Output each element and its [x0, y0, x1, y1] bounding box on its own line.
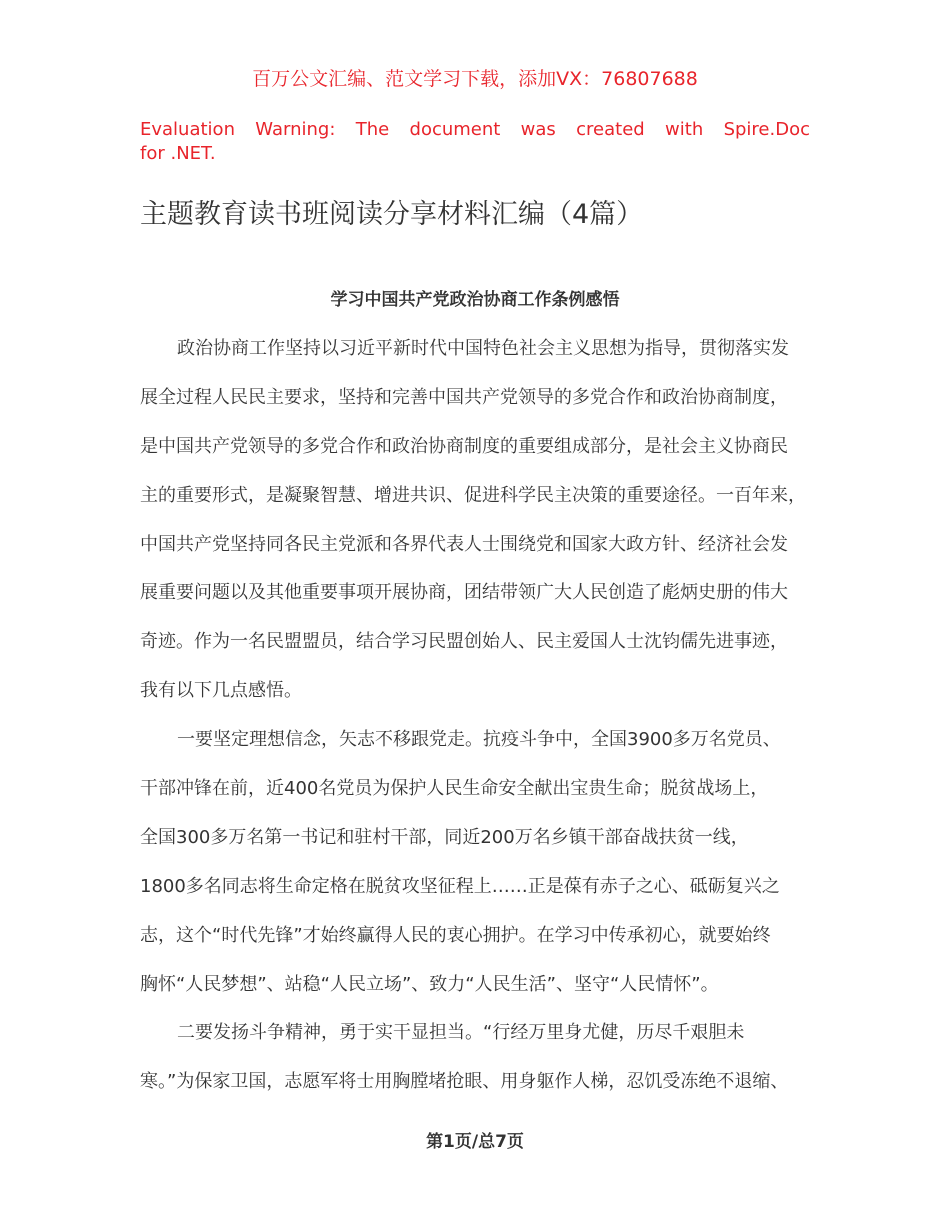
evaluation-warning: [140, 118, 810, 166]
body-text: [140, 336, 840, 1118]
paragraph-line: 奇迹。作为一名民盟盟员，结合学习民盟创始人、民主爱国人士沈钧儒先进事迹，: [140, 631, 788, 653]
paragraph-line: 寒。”为保家卫国，志愿军将士用胸膛堵抢眼、用身躯作人梯，忍饥受冻绝不退缩、: [140, 1071, 789, 1093]
watermark-banner: 百万公文汇编、范文学习下载，添加VX：76807688: [252, 68, 698, 90]
paragraph-line: 展重要问题以及其他重要事项开展协商，团结带领广大人民创造了彪炳史册的伟大: [140, 582, 788, 604]
document-title: 主题教育读书班阅读分享材料汇编（4篇）: [140, 199, 644, 230]
paragraph-line: 全国300多万名第一书记和驻村干部，同近200万名乡镇干部奋战扶贫一线，: [140, 826, 749, 848]
section-heading: 学习中国共产党政治协商工作条例感悟: [330, 290, 620, 310]
paragraph-line: 政治协商工作坚持以习近平新时代中国特色社会主义思想为指导，贯彻落实发: [177, 338, 789, 359]
paragraph-line: 一要坚定理想信念，矢志不移跟党走。抗疫斗争中，全国3900多万名党员、: [177, 729, 781, 751]
paragraph-line: 1800多名同志将生命定格在脱贫攻坚征程上……正是葆有赤子之心、砥砺复兴之: [140, 875, 780, 897]
paragraph-line: 胸怀“人民梦想”、站稳“人民立场”、致力“人民生活”、坚守“人民情怀”。: [140, 973, 719, 995]
paragraph-line: 主的重要形式，是凝聚智慧、增进共识、促进科学民主决策的重要途径。一百年来，: [140, 484, 806, 506]
paragraph-line: 志，这个“时代先锋”才始终赢得人民的衷心拥护。在学习中传承初心，就要始终: [140, 924, 771, 946]
paragraph-line: 我有以下几点感悟。: [140, 680, 302, 702]
page-footer: 第1页/总7页: [426, 1132, 524, 1152]
evaluation-warning-line-2: for .NET.: [140, 143, 216, 164]
paragraph-line: 中国共产党坚持同各民主党派和各界代表人士围绕党和国家大政方针、经济社会发: [140, 533, 788, 555]
paragraph-line: 二要发扬斗争精神，勇于实干显担当。“行经万里身尤健，历尽千艰胆未: [177, 1022, 745, 1044]
evaluation-warning-line-1: Evaluation Warning: The document was created with Spire.Doc: [140, 119, 810, 140]
paragraph-line: 展全过程人民民主要求，坚持和完善中国共产党领导的多党合作和政治协商制度，: [140, 386, 788, 408]
paragraph-line: 是中国共产党领导的多党合作和政治协商制度的重要组成部分，是社会主义协商民: [140, 435, 788, 457]
paragraph-line: 干部冲锋在前，近400名党员为保护人民生命安全献出宝贵生命；脱贫战场上，: [140, 778, 769, 800]
